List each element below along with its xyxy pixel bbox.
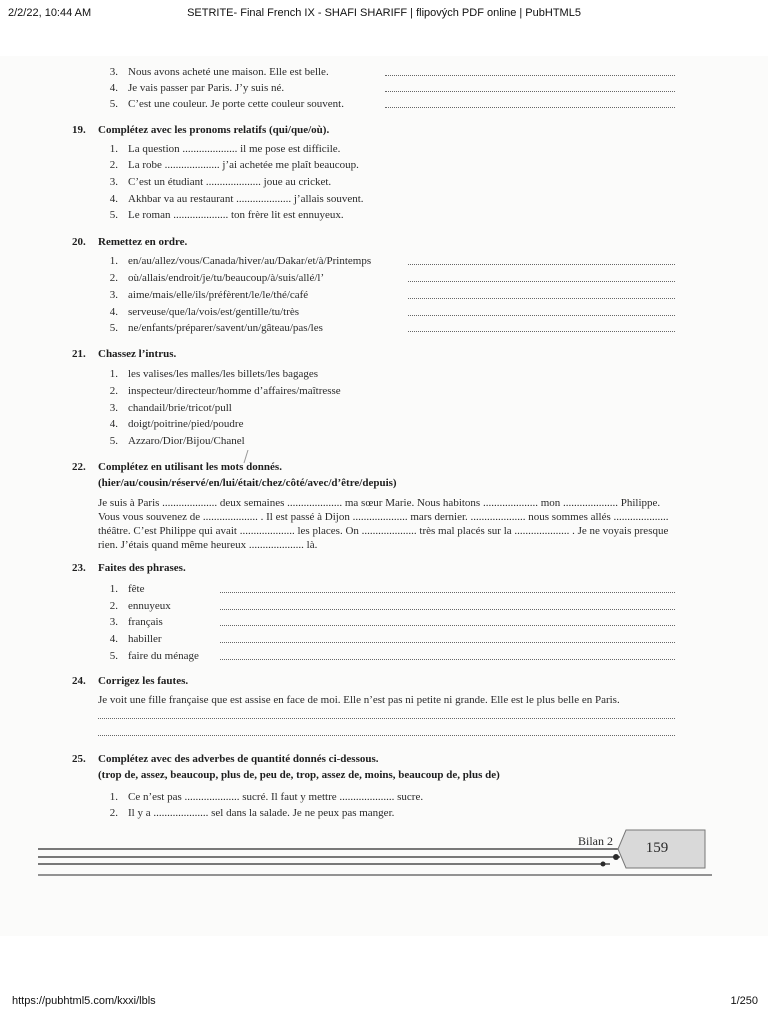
item-number: 5. [109,209,118,221]
exercise-title: Faites des phrases. [98,562,186,574]
exercise-number: 25. [72,753,86,765]
document-title: SETRITE- Final French IX - SHAFI SHARIFF | flipových PDF online | PubHTML5 [187,7,581,19]
answer-line [408,315,675,316]
exercise-title: Complétez avec des adverbes de quantité donnés ci-dessous. [98,753,379,765]
item-number: 5. [109,650,118,662]
item-number: 4. [109,306,118,318]
answer-line [98,735,675,736]
item-number: 2. [109,272,118,284]
page-url: https://pubhtml5.com/kxxi/lbls [12,995,156,1007]
item-text: Le roman .................... ton frère lit est ennuyeux. [128,209,344,221]
paragraph-line: Vous vous souvenez de .................... . Il est passé à Dijon .................... mars dernier. .................... nous sommes allés .................... [98,511,669,523]
item-text: Azzaro/Dior/Bijou/Chanel [128,435,245,447]
item-text: C’est un étudiant .................... joue au cricket. [128,176,332,188]
answer-line [220,642,675,643]
word-bank: (trop de, assez, beaucoup, plus de, peu de, trop, assez de, moins, beaucoup de, plus de) [98,769,500,781]
answer-line [408,331,675,332]
exercise-title: Complétez avec les pronoms relatifs (qui/que/où). [98,124,330,136]
answer-line [220,659,675,660]
item-text: Ce n’est pas .................... sucré. Il faut y mettre .................... sucre. [128,791,424,803]
item-text: ennuyeux [128,600,171,612]
page-number: 159 [645,840,669,856]
exercise-number: 22. [72,461,86,473]
item-text: La question .................... il me pose est difficile. [128,143,341,155]
item-number: 2. [109,159,118,171]
item-number: 4. [109,418,118,430]
item-number: 5. [109,98,118,110]
section-label: Bilan 2 [578,834,613,848]
item-text: habiller [128,633,162,645]
item-text: ne/enfants/préparer/savent/un/gâteau/pas/les [128,322,323,334]
item-text: où/allais/endroit/je/tu/beaucoup/à/suis/allé/l’ [128,272,325,284]
exercise-title: Remettez en ordre. [98,236,188,248]
answer-line [385,91,675,92]
item-number: 1. [109,368,118,380]
item-text: La robe .................... j’ai achetée me plaît beaucoup. [128,159,359,171]
answer-line [98,718,675,719]
paragraph-line: Je suis à Paris .................... deux semaines .................... ma sœur Marie. Nous habitons .................... mon .................... Philippe. [98,497,661,509]
exercise-sentence: Je voit une fille française que est assise en face de moi. Elle n’est pas ni petite ni grande. Elle est le plus belle en Paris. [98,694,620,706]
item-number: 3. [109,66,118,78]
item-text: Il y a .................... sel dans la salade. Je ne peux pas manger. [128,807,395,819]
item-text: doigt/poitrine/pied/poudre [128,418,244,430]
item-number: 1. [109,791,118,803]
item-text: français [128,616,163,628]
note-dot [601,862,606,867]
item-text: Akhbar va au restaurant .................... j’allais souvent. [128,193,364,205]
item-text: C’est une couleur. Je porte cette couleur souvent. [128,98,344,110]
answer-line [408,264,675,265]
note-dot [613,854,619,860]
item-text: Je vais passer par Paris. J’y suis né. [128,82,285,94]
item-number: 5. [109,322,118,334]
item-text: les valises/les malles/les billets/les bagages [128,368,319,380]
answer-line [220,609,675,610]
exercise-number: 19. [72,124,86,136]
answer-line [385,75,675,76]
footer-decoration [0,826,768,896]
item-text: chandail/brie/tricot/pull [128,402,232,414]
item-text: aime/mais/elle/ils/préfèrent/le/le/thé/café [128,289,309,301]
answer-line [408,281,675,282]
item-text: en/au/allez/vous/Canada/hiver/au/Dakar/et/à/Printemps [128,255,372,267]
item-text: serveuse/que/la/vois/est/gentille/tu/très [128,306,300,318]
exercise-number: 20. [72,236,86,248]
word-bank: (hier/au/cousin/réservé/en/lui/était/chez/côté/avec/d’être/depuis) [98,477,397,489]
paragraph-line: rien. J’étais quand même heureux .................... là. [98,539,318,551]
answer-line [408,298,675,299]
exercise-paragraph [98,496,678,552]
item-number: 3. [109,176,118,188]
item-number: 2. [109,807,118,819]
exercise-number: 21. [72,348,86,360]
exercise-title: Corrigez les fautes. [98,675,189,687]
exercise-title: Chassez l’intrus. [98,348,177,360]
item-number: 4. [109,82,118,94]
answer-line [385,107,675,108]
exercise-number: 23. [72,562,86,574]
exercise-number: 24. [72,675,86,687]
page-count: 1/250 [730,995,758,1007]
paragraph-line: théâtre. C’est Philippe qui avait .................... les places. On .................... très mal placés sur la .................... . Je ne voyais presque [98,525,669,537]
answer-line [220,625,675,626]
item-number: 5. [109,435,118,447]
item-text: faire du ménage [128,650,199,662]
print-header [0,0,768,22]
item-number: 4. [109,193,118,205]
item-number: 1. [109,255,118,267]
exercise-title: Complétez en utilisant les mots donnés. [98,461,282,473]
item-text: fête [128,583,145,595]
item-number: 1. [109,143,118,155]
item-number: 2. [109,385,118,397]
item-text: inspecteur/directeur/homme d’affaires/maîtresse [128,385,341,397]
answer-line [220,592,675,593]
item-number: 4. [109,633,118,645]
item-number: 3. [109,616,118,628]
print-date: 2/2/22, 10:44 AM [8,7,92,19]
item-number: 1. [109,583,118,595]
item-text: Nous avons acheté une maison. Elle est belle. [128,66,329,78]
item-number: 2. [109,600,118,612]
item-number: 3. [109,402,118,414]
item-number: 3. [109,289,118,301]
